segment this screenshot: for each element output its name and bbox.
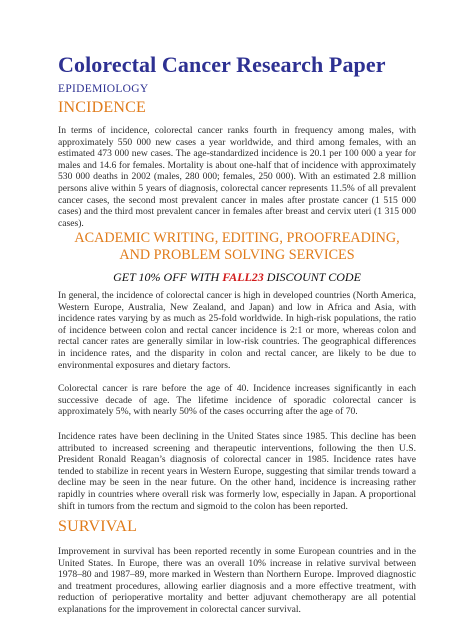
discount-code: FALL23: [222, 270, 264, 284]
promo-banner[interactable]: ACADEMIC WRITING, EDITING, PROOFREADING, AND PROBLEM SOLVING SERVICES: [74, 230, 400, 263]
heading-survival: SURVIVAL: [58, 518, 138, 535]
paragraph-incidence: In terms of incidence, colorectal cancer ranks fourth in frequency among males, with approximately 550 000 new cases a year worldwide, and third among females, with an estimated 473 000 new cases. The age-standardized incidence is 20.1 per 100 000 a year for males and 14.6 for females. Mortality is about one-half that of incidence with approximately 530 000 deaths in 2002 (males, 280 000; females, 250 000). With an estimated 2.8 million persons alive within 5 years of diagnosis, colorectal cancer represents 11.5% of all prevalent cancer cases, the second most prevalent cancer in males after prostate cancer (1 515 000 cases) and the third most prevalent cancer in females after breast and cervix uteri (1 315 000 cases).: [58, 125, 416, 229]
section-label-epidemiology: EPIDEMIOLOGY: [58, 83, 149, 95]
paragraph-survival: Improvement in survival has been reported recently in some European countries and in the United States. In Europe, there was an overall 10% increase in relative survival between 1978–80 and 1987–89, more marked in Western than Northern Europe. Improved diagnostic and treatment procedures, allowing earlier diagnosis and a more effective treatment, with reduction of perioperative mortality and better adjuvant chemotherapy are all potential explanations for the improvement in colorectal cancer survival.: [58, 546, 416, 615]
discount-suffix: DISCOUNT CODE: [263, 270, 361, 284]
paragraph-age: Colorectal cancer is rare before the age of 40. Incidence increases significantly in each successive decade of age. The lifetime incidence of sporadic colorectal cancer is approximately 5%, with nearly 50% of the cases occurring after the age of 70.: [58, 383, 416, 418]
paragraph-trends: Incidence rates have been declining in the United States since 1985. This decline has been attributed to increased screening and therapeutic interventions, following the then U.S. President Ronald Reagan’s diagnosis of colorectal cancer in 1985. Incidence rates have tended to stabilize in recent years in Western Europe, suggesting that similar trends toward a decline may be seen in the near future. On the other hand, incidence is increasing rather rapidly in countries where overall risk was formerly low, especially in Japan. A proportional shift in tumors from the rectum and sigmoid to the colon has been reported.: [58, 431, 416, 512]
paragraph-geography: In general, the incidence of colorectal cancer is high in developed countries (North America, Western Europe, Australia, New Zealand, and Japan) and low in Africa and Asia, with incidence rates varying by as much as 25-fold worldwide. In high-risk populations, the ratio of incidence between colon and rectal cancer incidence is 2:1 or more, whereas colon and rectal cancer rates are generally similar in low-risk countries. The geographical differences in incidence rates, and the disparity in colon and rectal cancer, are likely to be due to environmental exposures and dietary factors.: [58, 290, 416, 371]
discount-code-line[interactable]: [58, 270, 416, 285]
discount-prefix: GET 10% OFF WITH: [113, 270, 223, 284]
heading-incidence: INCIDENCE: [58, 99, 147, 116]
page-title: Colorectal Cancer Research Paper: [58, 52, 386, 77]
